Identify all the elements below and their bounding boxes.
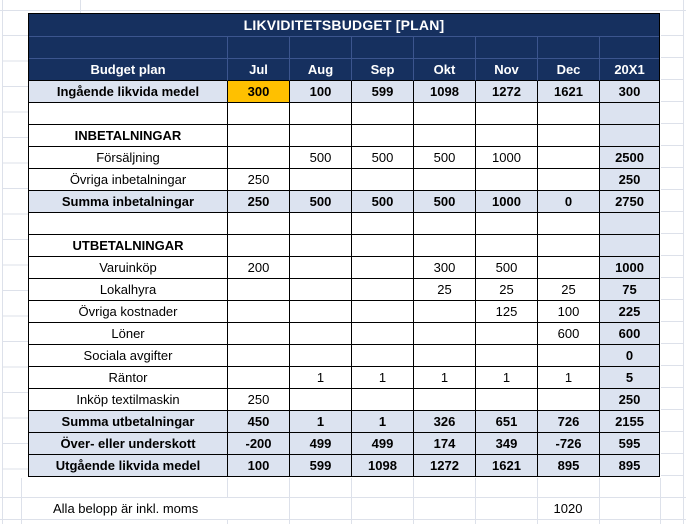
table-cell[interactable]: 1 — [290, 411, 352, 433]
table-cell[interactable] — [352, 257, 414, 279]
table-row — [29, 323, 659, 345]
table-row — [29, 345, 659, 367]
table-cell[interactable]: 300 — [228, 81, 290, 103]
table-cell[interactable] — [290, 125, 352, 147]
table-cell[interactable]: 895 — [538, 455, 600, 476]
table-cell[interactable] — [228, 323, 290, 345]
table-cell[interactable]: 326 — [414, 411, 476, 433]
table-cell[interactable]: 100 — [228, 455, 290, 476]
table-cell[interactable]: 1 — [352, 367, 414, 389]
table-cell[interactable] — [414, 125, 476, 147]
table-row — [29, 389, 659, 411]
column-header[interactable]: Nov — [476, 59, 538, 81]
row-label[interactable]: UTBETALNINGAR — [29, 235, 228, 257]
table-cell[interactable] — [352, 103, 414, 125]
table-cell[interactable]: 1000 — [600, 257, 659, 279]
empty-cell[interactable] — [538, 37, 600, 59]
table-cell[interactable] — [290, 169, 352, 191]
gridline — [0, 10, 686, 11]
gridline — [413, 478, 414, 524]
table-cell[interactable] — [538, 257, 600, 279]
table-cell[interactable]: 599 — [352, 81, 414, 103]
table-cell[interactable]: 100 — [290, 81, 352, 103]
table-cell[interactable]: 600 — [538, 323, 600, 345]
footer-note[interactable]: Alla belopp är inkl. moms — [28, 498, 269, 519]
table-cell[interactable]: 1 — [414, 367, 476, 389]
gridline-group — [2, 35, 28, 476]
table-row — [29, 301, 659, 323]
gridline — [21, 478, 22, 524]
table-cell[interactable] — [476, 213, 538, 235]
empty-cell[interactable] — [29, 37, 228, 59]
table-cell[interactable]: 75 — [600, 279, 659, 301]
row-label[interactable]: Över- eller underskott — [29, 433, 228, 455]
table-cell[interactable]: 100 — [538, 301, 600, 323]
table-cell[interactable]: 599 — [290, 455, 352, 476]
table-cell[interactable]: 726 — [538, 411, 600, 433]
table-row — [29, 125, 659, 147]
gridline — [80, 0, 81, 13]
table-cell[interactable] — [352, 389, 414, 411]
empty-cell[interactable] — [600, 37, 659, 59]
gridline — [683, 0, 684, 524]
empty-cell[interactable] — [476, 37, 538, 59]
empty-cell[interactable] — [228, 37, 290, 59]
table-cell[interactable] — [476, 125, 538, 147]
table-cell[interactable]: 300 — [600, 81, 659, 103]
table-cell[interactable] — [290, 103, 352, 125]
table-cell[interactable]: 25 — [538, 279, 600, 301]
column-header[interactable]: Dec — [538, 59, 600, 81]
table-cell[interactable] — [352, 279, 414, 301]
table-cell[interactable] — [538, 389, 600, 411]
table-cell[interactable] — [414, 169, 476, 191]
row-label[interactable]: Ingående likvida medel — [29, 81, 228, 103]
gridline-group — [661, 35, 683, 476]
table-cell[interactable]: 1272 — [414, 455, 476, 476]
table-cell[interactable] — [476, 103, 538, 125]
table-cell[interactable] — [352, 125, 414, 147]
row-label[interactable]: Sociala avgifter — [29, 345, 228, 367]
row-label[interactable]: Räntor — [29, 367, 228, 389]
row-label[interactable]: Summa inbetalningar — [29, 191, 228, 213]
table-cell[interactable]: 895 — [600, 455, 659, 476]
table-row — [29, 103, 659, 125]
table-row — [29, 235, 659, 257]
row-label[interactable]: Varuinköp — [29, 257, 228, 279]
table-cell[interactable]: 174 — [414, 433, 476, 455]
table-cell[interactable] — [228, 213, 290, 235]
table-cell[interactable] — [290, 257, 352, 279]
table-row — [29, 367, 659, 389]
table-cell[interactable] — [600, 213, 659, 235]
column-header[interactable]: Sep — [352, 59, 414, 81]
column-header[interactable]: Okt — [414, 59, 476, 81]
table-cell[interactable]: 1272 — [476, 81, 538, 103]
table-cell[interactable] — [600, 125, 659, 147]
table-cell[interactable] — [228, 147, 290, 169]
empty-cell[interactable] — [414, 37, 476, 59]
table-cell[interactable] — [228, 345, 290, 367]
table-cell[interactable] — [352, 301, 414, 323]
table-cell[interactable] — [290, 301, 352, 323]
table-row — [29, 279, 659, 301]
table-cell[interactable]: 1 — [476, 367, 538, 389]
table-row — [29, 81, 659, 103]
row-label[interactable]: Övriga inbetalningar — [29, 169, 228, 191]
table-cell[interactable]: 1621 — [538, 81, 600, 103]
table-cell[interactable]: 300 — [414, 257, 476, 279]
empty-cell[interactable] — [352, 37, 414, 59]
row-label[interactable]: Löner — [29, 323, 228, 345]
table-row — [29, 191, 659, 213]
table-cell[interactable]: 0 — [600, 345, 659, 367]
table-cell[interactable]: 595 — [600, 433, 659, 455]
table-cell[interactable] — [414, 345, 476, 367]
table-cell[interactable]: 250 — [600, 169, 659, 191]
row-label[interactable]: Övriga kostnader — [29, 301, 228, 323]
row-label[interactable]: Utgående likvida medel — [29, 455, 228, 476]
table-cell[interactable]: 5 — [600, 367, 659, 389]
table-cell[interactable] — [414, 389, 476, 411]
table-cell[interactable]: 125 — [476, 301, 538, 323]
table-cell[interactable] — [228, 301, 290, 323]
table-cell[interactable] — [538, 125, 600, 147]
empty-cell[interactable] — [290, 37, 352, 59]
table-cell[interactable]: 500 — [476, 257, 538, 279]
table-cell[interactable] — [414, 301, 476, 323]
table-cell[interactable] — [414, 103, 476, 125]
table-row — [29, 433, 659, 455]
table-cell[interactable]: 1098 — [352, 455, 414, 476]
sheet-title[interactable]: LIKVIDITETSBUDGET [PLAN] — [29, 14, 659, 37]
table-cell[interactable]: 0 — [538, 191, 600, 213]
column-header[interactable]: Budget plan — [29, 59, 228, 81]
table-cell[interactable]: 2750 — [600, 191, 659, 213]
column-header[interactable]: 20X1 — [600, 59, 659, 81]
table-cell[interactable] — [538, 213, 600, 235]
table-cell[interactable] — [290, 389, 352, 411]
table-cell[interactable] — [290, 213, 352, 235]
table-cell[interactable]: 1098 — [414, 81, 476, 103]
table-cell[interactable] — [352, 235, 414, 257]
table-cell[interactable]: 200 — [228, 257, 290, 279]
table-cell[interactable]: 1000 — [476, 191, 538, 213]
table-cell[interactable] — [352, 345, 414, 367]
gridline — [475, 478, 476, 524]
table-row — [29, 455, 659, 476]
gridline — [0, 519, 686, 520]
footer-dec-value[interactable]: 1020 — [553, 501, 583, 516]
table-cell[interactable] — [228, 103, 290, 125]
table-cell[interactable] — [414, 235, 476, 257]
table-row — [29, 257, 659, 279]
table-cell[interactable]: 500 — [352, 191, 414, 213]
row-label[interactable] — [29, 213, 228, 235]
table-cell[interactable] — [352, 169, 414, 191]
table-cell[interactable] — [414, 213, 476, 235]
table-cell[interactable]: 500 — [290, 191, 352, 213]
table-cell[interactable]: -200 — [228, 433, 290, 455]
table-cell[interactable]: 25 — [414, 279, 476, 301]
table-cell[interactable] — [538, 169, 600, 191]
table-cell[interactable]: 1 — [538, 367, 600, 389]
table-cell[interactable] — [600, 235, 659, 257]
table-cell[interactable] — [476, 169, 538, 191]
table-cell[interactable]: 1621 — [476, 455, 538, 476]
column-header-row — [29, 59, 659, 81]
table-cell[interactable] — [538, 235, 600, 257]
table-cell[interactable] — [228, 125, 290, 147]
budget-table — [28, 13, 660, 477]
row-label[interactable]: Inköp textilmaskin — [29, 389, 228, 411]
table-cell[interactable] — [538, 345, 600, 367]
table-cell[interactable]: 500 — [352, 147, 414, 169]
row-label[interactable]: INBETALNINGAR — [29, 125, 228, 147]
table-cell[interactable]: 500 — [414, 147, 476, 169]
table-body — [29, 14, 659, 476]
table-cell[interactable] — [538, 103, 600, 125]
gridline — [351, 478, 352, 524]
table-cell[interactable] — [352, 323, 414, 345]
table-cell[interactable] — [476, 389, 538, 411]
table-cell[interactable]: 1 — [352, 411, 414, 433]
table-cell[interactable]: 250 — [228, 169, 290, 191]
table-row — [29, 147, 659, 169]
table-row — [29, 169, 659, 191]
table-cell[interactable] — [538, 147, 600, 169]
table-cell[interactable]: 2155 — [600, 411, 659, 433]
table-cell[interactable] — [476, 345, 538, 367]
table-cell[interactable]: 25 — [476, 279, 538, 301]
row-label[interactable]: Försäljning — [29, 147, 228, 169]
table-cell[interactable] — [476, 323, 538, 345]
table-cell[interactable]: 349 — [476, 433, 538, 455]
spacer-navy-row — [29, 37, 659, 59]
table-cell[interactable]: 600 — [600, 323, 659, 345]
table-cell[interactable]: 2500 — [600, 147, 659, 169]
row-label[interactable]: Lokalhyra — [29, 279, 228, 301]
table-cell[interactable]: 450 — [228, 411, 290, 433]
column-header[interactable]: Jul — [228, 59, 290, 81]
table-cell[interactable]: 250 — [228, 389, 290, 411]
table-cell[interactable]: 250 — [228, 191, 290, 213]
gridline — [599, 478, 600, 524]
table-cell[interactable]: 500 — [414, 191, 476, 213]
table-cell[interactable] — [414, 323, 476, 345]
table-cell[interactable] — [600, 103, 659, 125]
table-cell[interactable]: 500 — [290, 147, 352, 169]
title-row — [29, 14, 659, 37]
table-cell[interactable]: 651 — [476, 411, 538, 433]
table-cell[interactable]: -726 — [538, 433, 600, 455]
table-cell[interactable]: 499 — [352, 433, 414, 455]
table-row — [29, 213, 659, 235]
table-cell[interactable] — [290, 235, 352, 257]
table-cell[interactable] — [476, 235, 538, 257]
table-row — [29, 411, 659, 433]
table-cell[interactable]: 499 — [290, 433, 352, 455]
table-cell[interactable] — [352, 213, 414, 235]
table-cell[interactable] — [228, 367, 290, 389]
table-cell[interactable]: 1000 — [476, 147, 538, 169]
gridline — [660, 478, 661, 524]
row-label[interactable]: Summa utbetalningar — [29, 411, 228, 433]
column-header[interactable]: Aug — [290, 59, 352, 81]
table-cell[interactable] — [290, 345, 352, 367]
table-cell[interactable]: 1 — [290, 367, 352, 389]
table-cell[interactable]: 250 — [600, 389, 659, 411]
row-label[interactable] — [29, 103, 228, 125]
table-cell[interactable] — [228, 235, 290, 257]
table-cell[interactable] — [290, 323, 352, 345]
gridline — [289, 478, 290, 524]
table-cell[interactable] — [290, 279, 352, 301]
table-cell[interactable]: 225 — [600, 301, 659, 323]
table-cell[interactable] — [228, 279, 290, 301]
